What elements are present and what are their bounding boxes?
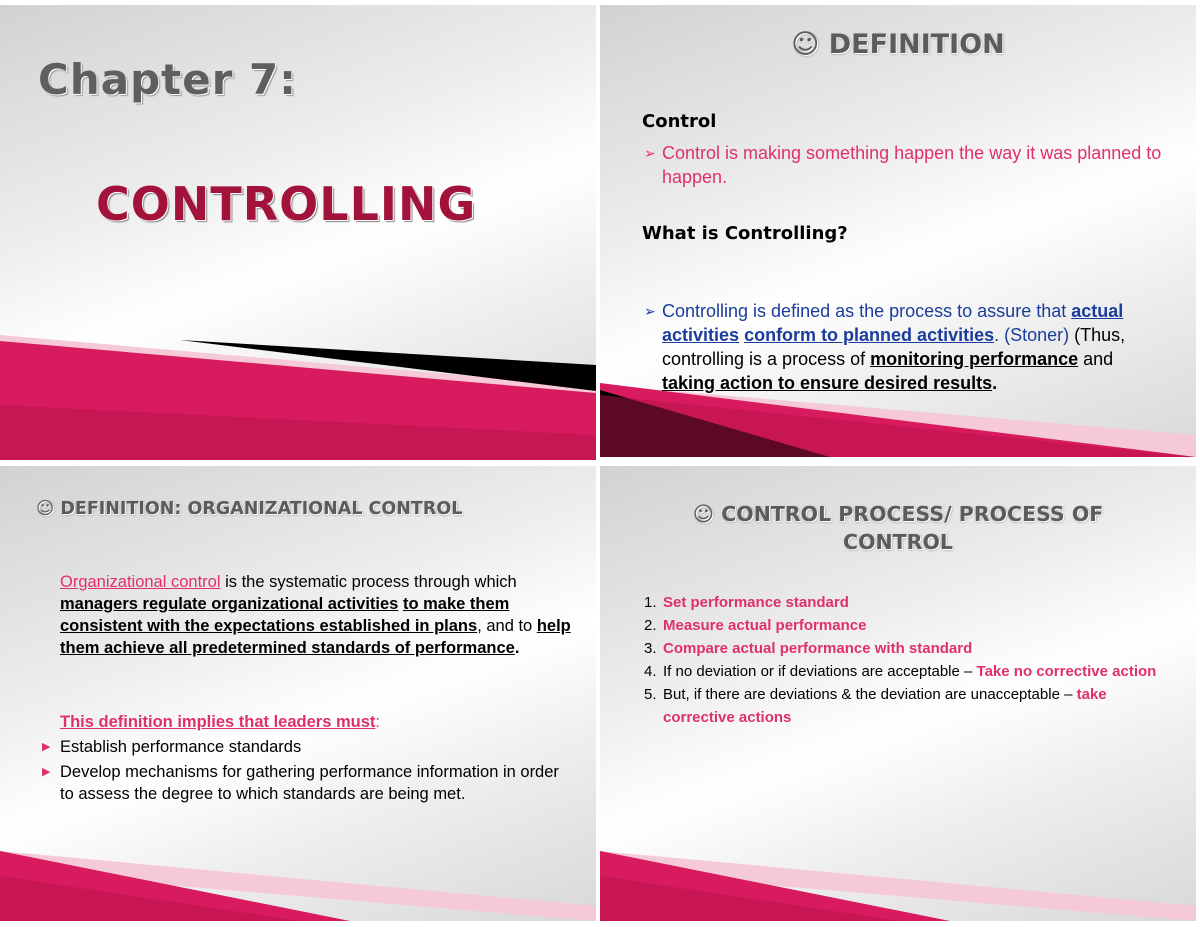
slide-heading	[600, 29, 1196, 60]
heading-text: DEFINITION: ORGANIZATIONAL CONTROL	[60, 499, 463, 519]
list-item: 5. But, if there are deviations & the deviation are unacceptable – take corrective actions	[644, 686, 1107, 726]
term-control: Control	[642, 111, 717, 132]
slide-definition	[600, 5, 1196, 457]
heading-text: DEFINITION	[828, 29, 1005, 60]
list-item: ▶ Establish performance standards	[42, 738, 302, 756]
arrow-bullet-icon: ➢	[644, 145, 656, 161]
process-steps-list	[644, 591, 1164, 729]
organizational-control-paragraph: Organizational control is the systematic process through which managers regulate organizational activities to make them consistent with the expectations established in plans, and to help them achieve all predetermined standards of performance.	[60, 573, 571, 657]
list-item: ▶ Develop mechanisms for gathering performance information in order to assess the degree to which standards are being met.	[42, 763, 559, 803]
term-controlling: What is Controlling?	[642, 223, 848, 244]
implies-line: This definition implies that leaders must:	[60, 713, 380, 731]
triangle-bullet-icon: ▶	[42, 766, 51, 778]
control-definition: ➢ Control is making something happen the way it was planned to happen.	[644, 143, 1162, 187]
slide-heading	[640, 500, 1156, 556]
smiley-icon: ☺	[36, 499, 55, 519]
implications-list	[40, 736, 560, 805]
heading-text: CONTROL PROCESS/ PROCESS OF CONTROL	[721, 502, 1104, 554]
slide-decoration	[0, 466, 596, 921]
list-item: 1. Set performance standard	[644, 594, 849, 611]
chapter-title: Chapter 7:	[38, 55, 298, 104]
slide-heading	[36, 499, 462, 519]
chapter-subtitle: CONTROLLING	[96, 177, 477, 231]
list-item: 2. Measure actual performance	[644, 617, 867, 634]
triangle-bullet-icon: ▶	[42, 741, 51, 753]
list-item: 4. If no deviation or if deviations are acceptable – Take no corrective action	[644, 663, 1157, 680]
arrow-bullet-icon: ➢	[644, 303, 656, 319]
smiley-icon: ☺	[692, 502, 715, 526]
controlling-definition: ➢ Controlling is defined as the process to assure that actual activities conform to planned activities. (Stoner) (Thus, controlling is a process of monitoring performance and taking action to ensure desired results.	[644, 301, 1126, 393]
slide-organizational-control	[0, 466, 596, 921]
slide-control-process	[600, 466, 1196, 921]
smiley-icon: ☺	[791, 29, 820, 60]
slide-title	[0, 5, 596, 460]
list-item: 3. Compare actual performance with standard	[644, 640, 973, 657]
